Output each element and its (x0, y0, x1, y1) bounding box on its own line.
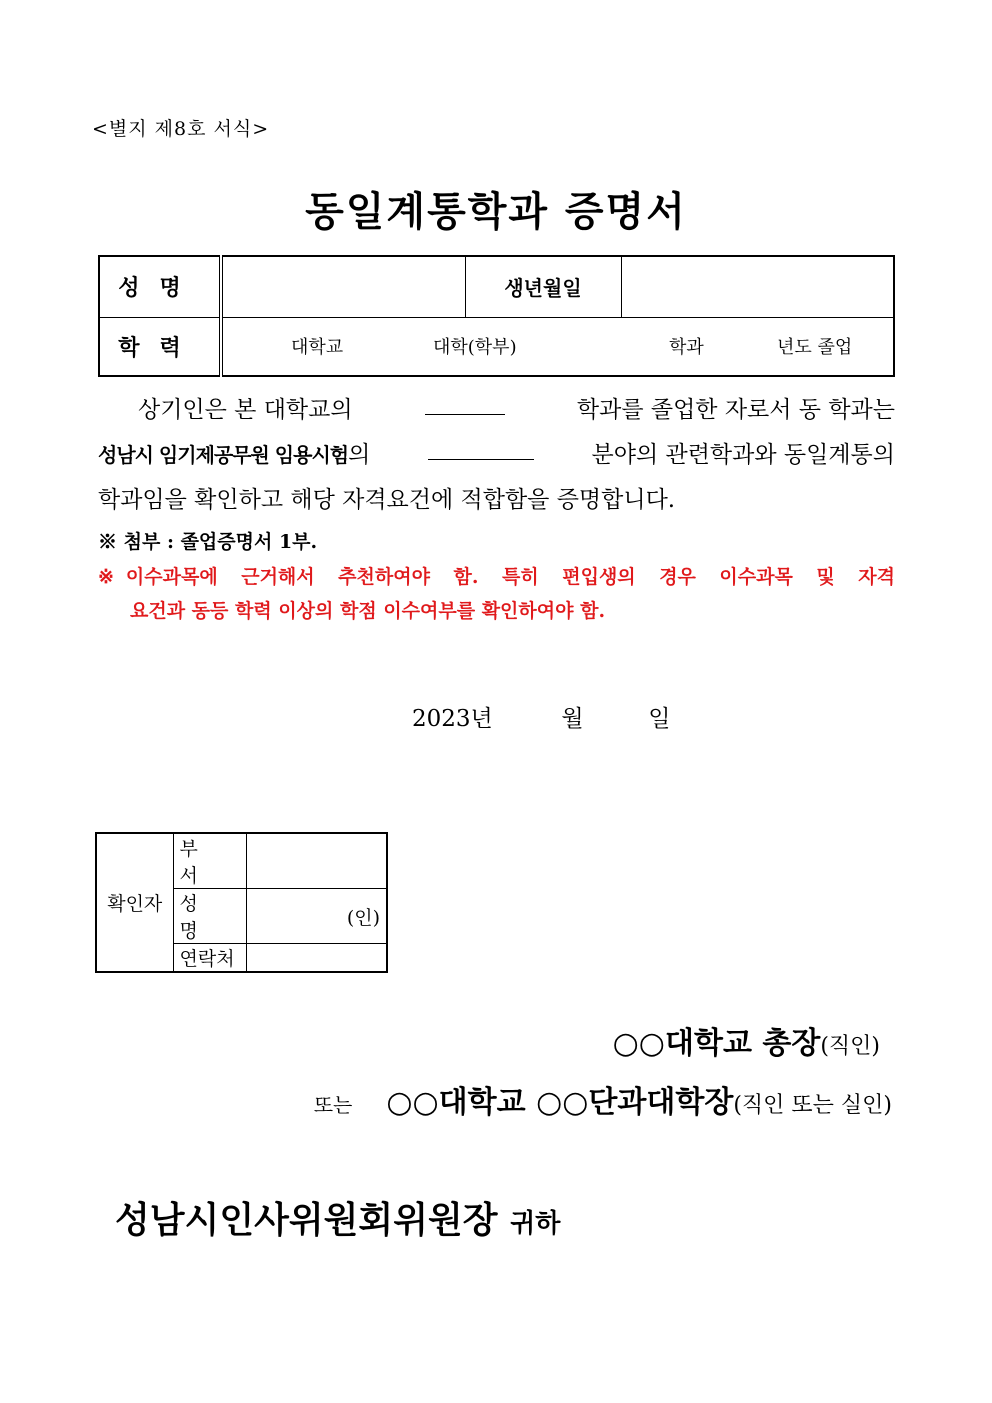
edu-grad: 년도 졸업 (777, 337, 853, 359)
date-month: 월 (561, 706, 584, 732)
date-year: 2023년 (412, 706, 493, 732)
confirmer-dept-label: 부 서 (173, 833, 246, 889)
warning-line1: 이수과목에 근거해서 추천하여야 함. 특히 편입생의 경우 이수과목 및 자격 (125, 566, 895, 588)
birth-label: 생년월일 (465, 256, 621, 317)
confirmer-contact-field[interactable] (246, 944, 387, 973)
exam-name: 성남시 임기제공무원 임용시험 (98, 443, 349, 467)
applicant-info-table (98, 255, 895, 377)
issue-date (412, 700, 670, 733)
dean-seal-note: (직인 또는 실인) (733, 1093, 892, 1118)
field-blank[interactable] (428, 433, 534, 460)
alternative-prefix: 또는 (313, 1093, 353, 1117)
dept-blank[interactable] (425, 388, 505, 415)
confirmer-seal[interactable]: (인) (246, 889, 387, 944)
warning-line2: 요건과 동등 학력 이상의 학점 이수여부를 확인하여야 함. (130, 600, 606, 622)
warning-note (98, 560, 895, 628)
edu-university: 대학교 (291, 337, 344, 359)
warning-mark: ※ (98, 566, 114, 588)
recipient-name: 성남시인사위원회위원장 (115, 1199, 498, 1241)
document-title: 동일계통학과 증명서 (305, 189, 687, 235)
name-label: 성명 (99, 256, 221, 317)
confirmer-table (95, 832, 388, 973)
president-title: ○○대학교 총장 (612, 1026, 821, 1061)
edu-college: 대학(학부) (433, 337, 517, 359)
body-line1-b: 학과를 졸업한 자로서 동 학과는 (576, 397, 895, 423)
name-field[interactable] (221, 256, 465, 317)
form-number: <별지 제8호 서식> (92, 118, 270, 140)
birth-field[interactable] (621, 256, 894, 317)
dean-title: ○○대학교 ○○단과대학장 (386, 1085, 734, 1120)
education-field[interactable] (221, 317, 894, 376)
education-label: 학력 (99, 317, 221, 376)
edu-dept: 학과 (669, 337, 704, 359)
body-line2-b: 의 (348, 442, 371, 468)
confirmer-label: 확인자 (96, 833, 173, 972)
dean-signature (314, 1077, 892, 1121)
confirmer-name-label: 성 명 (173, 889, 246, 944)
body-line3: 학과임을 확인하고 해당 자격요건에 적합함을 증명합니다. (98, 487, 676, 513)
date-day: 일 (648, 706, 671, 732)
confirmer-dept-field[interactable] (246, 833, 387, 889)
confirmer-contact-label: 연락처 (173, 944, 246, 973)
president-signature (613, 1018, 880, 1062)
president-seal-note: (직인) (820, 1034, 880, 1059)
certification-statement (98, 388, 895, 523)
recipient-suffix: 귀하 (510, 1209, 561, 1239)
recipient (115, 1192, 560, 1243)
body-line2-c: 분야의 관련학과와 동일계통의 (591, 442, 895, 468)
body-line1-a: 상기인은 본 대학교의 (138, 397, 353, 423)
attachment-note: ※ 첨부 : 졸업증명서 1부. (98, 531, 318, 553)
